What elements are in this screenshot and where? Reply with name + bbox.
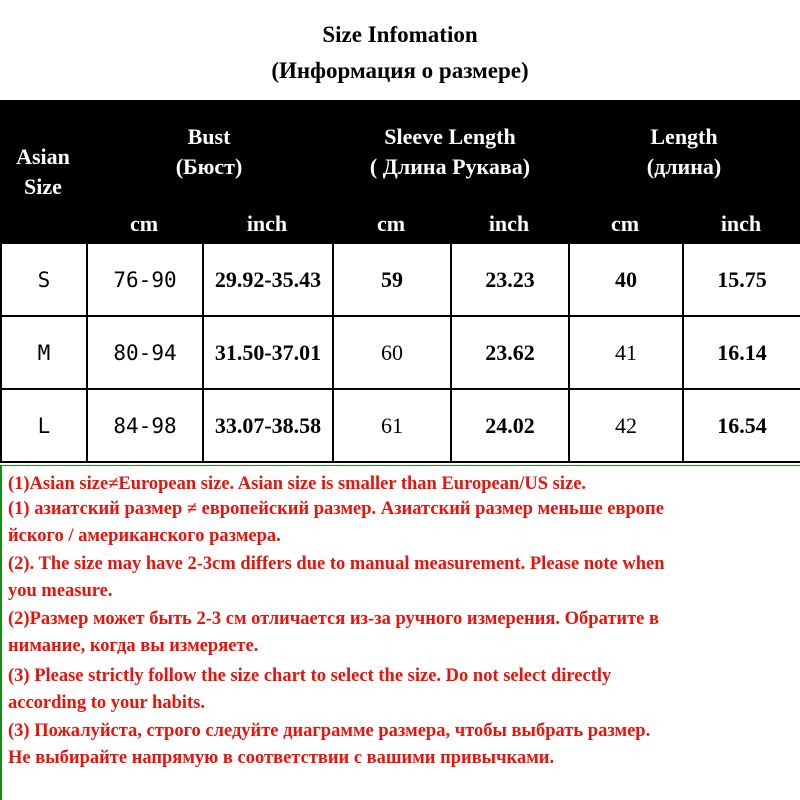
- bust-inch-cell: 29.92-35.43: [203, 244, 333, 316]
- size-column-header: [0, 142, 86, 202]
- size-header-line2: Size: [24, 174, 62, 199]
- page-subtitle: (Информация о размере): [271, 58, 529, 83]
- note-line: you measure.: [8, 581, 113, 601]
- bust-cm-cell: 84-98: [87, 389, 203, 462]
- note-line: (3) Пожалуйста, строго следуйте диаграмме размера, чтобы выбрать размер.: [8, 721, 651, 741]
- bust-cm-cell: 76-90: [87, 244, 203, 316]
- bust-header-en: Bust: [187, 124, 231, 149]
- length-cm-cell: 42: [569, 389, 683, 462]
- unit-header-bust-inch: inch: [246, 211, 288, 236]
- bust-header: [86, 122, 332, 182]
- title-block: [0, 0, 800, 100]
- note-line: (2). The size may have 2-3cm differs due to manual measurement. Please note when: [8, 554, 665, 574]
- bust-inch-cell: 31.50-37.01: [203, 316, 333, 389]
- length-header: [568, 122, 800, 182]
- bust-inch-cell: 33.07-38.58: [203, 389, 333, 462]
- length-inch-cell: 15.75: [683, 244, 800, 316]
- size-cell: L: [1, 389, 87, 462]
- size-table: [0, 244, 800, 463]
- note-line: нимание, когда вы измеряете.: [8, 636, 259, 656]
- note-line: (1)Asian size≠European size. Asian size is smaller than European/US size.: [8, 474, 587, 494]
- sleeve-inch-cell: 23.62: [451, 316, 569, 389]
- size-cell: M: [1, 316, 87, 389]
- unit-header-length-inch: inch: [720, 211, 762, 236]
- length-header-ru: (длина): [646, 154, 722, 179]
- unit-header-length-cm: cm: [610, 211, 640, 236]
- length-inch-cell: 16.14: [683, 316, 800, 389]
- note-line: according to your habits.: [8, 693, 206, 713]
- unit-header-sleeve-inch: inch: [488, 211, 530, 236]
- sleeve-inch-cell: 24.02: [451, 389, 569, 462]
- sleeve-length-header: [332, 122, 568, 182]
- note-line: Не выбирайте напрямую в соответствии с вашими привычками.: [8, 748, 555, 768]
- size-header-line1: Asian: [16, 144, 70, 169]
- note-line: (1) азиатский размер ≠ европейский размер. Азиатский размер меньше европе: [8, 499, 664, 519]
- length-cm-cell: 41: [569, 316, 683, 389]
- note-line: йского / американского размера.: [8, 526, 281, 546]
- table-header: [0, 100, 800, 244]
- sleeve-cm-cell: 59: [333, 244, 451, 316]
- length-header-en: Length: [650, 124, 718, 149]
- sleeve-cm-cell: 61: [333, 389, 451, 462]
- page-title: Size Infomation: [322, 22, 478, 47]
- table-row: [1, 389, 800, 462]
- bust-header-ru: (Бюст): [175, 154, 243, 179]
- sleeve-cm-cell: 60: [333, 316, 451, 389]
- bust-cm-cell: 80-94: [87, 316, 203, 389]
- unit-header-bust-cm: cm: [129, 211, 159, 236]
- table-row: [1, 316, 800, 389]
- unit-header-sleeve-cm: cm: [376, 211, 406, 236]
- length-cm-cell: 40: [569, 244, 683, 316]
- table-row: [1, 244, 800, 316]
- notes-box: [0, 465, 800, 800]
- note-line: (3) Please strictly follow the size chart to select the size. Do not select directly: [8, 666, 612, 686]
- length-inch-cell: 16.54: [683, 389, 800, 462]
- sleeve-inch-cell: 23.23: [451, 244, 569, 316]
- note-line: (2)Размер может быть 2-3 см отличается из-за ручного измерения. Обратите в: [8, 609, 659, 629]
- sleeve-header-ru: ( Длина Рукава): [369, 154, 531, 179]
- size-cell: S: [1, 244, 87, 316]
- sleeve-header-en: Sleeve Length: [384, 124, 516, 149]
